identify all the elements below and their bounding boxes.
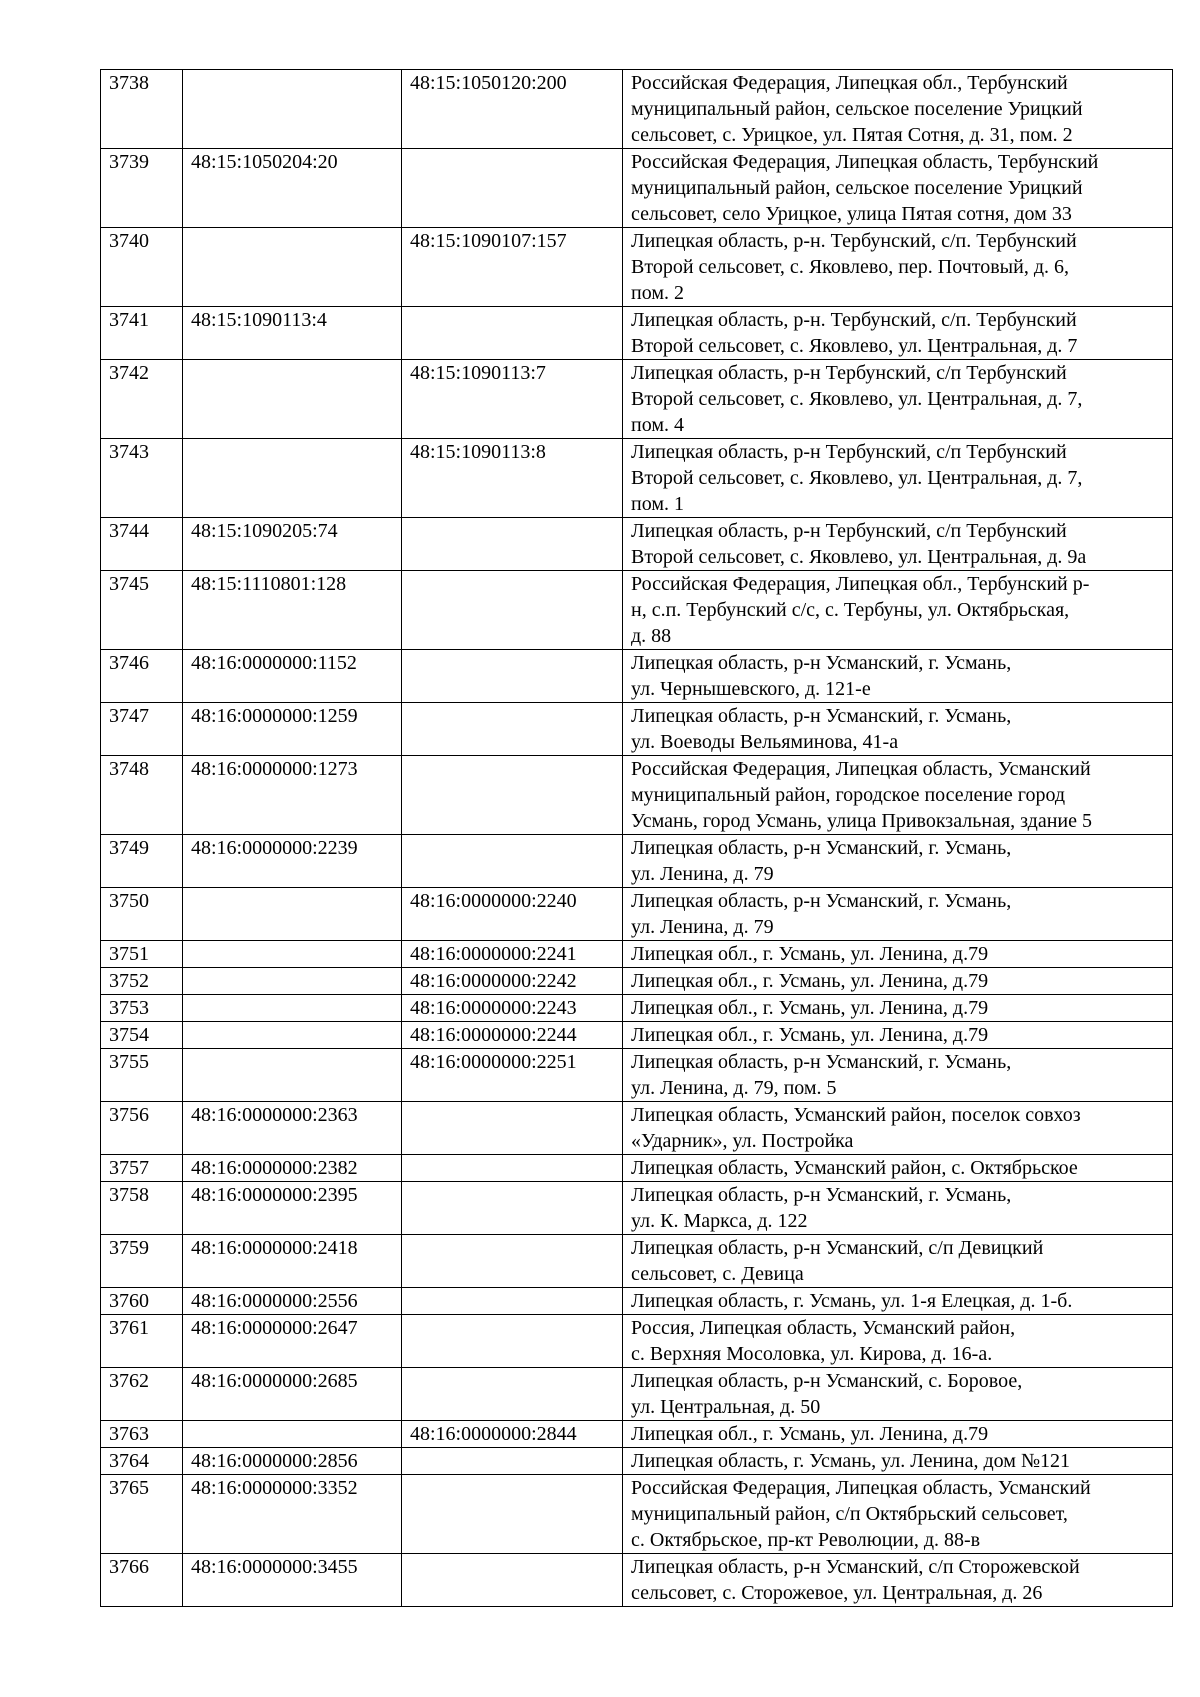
table-row xyxy=(101,1049,1173,1102)
address-line: муниципальный район, сельское поселение Урицкий xyxy=(631,177,1083,199)
row-number-cell: 3753 xyxy=(101,995,183,1022)
related-cadastral-number-cell xyxy=(402,1448,623,1475)
table-row xyxy=(101,1182,1173,1235)
table-row xyxy=(101,1102,1173,1155)
related-cadastral-number-cell xyxy=(402,518,623,571)
table-row xyxy=(101,835,1173,888)
address-line: Российская Федерация, Липецкая область, Тербунский xyxy=(631,151,1099,173)
row-number-cell: 3742 xyxy=(101,360,183,439)
address-line: ул. К. Маркса, д. 122 xyxy=(631,1210,808,1232)
table-row xyxy=(101,1022,1173,1049)
row-number-cell: 3752 xyxy=(101,968,183,995)
cadastral-number-cell: 48:15:1050204:20 xyxy=(183,149,402,228)
related-cadastral-number-cell xyxy=(402,1155,623,1182)
address-line: Российская Федерация, Липецкая обл., Тербунский xyxy=(631,72,1068,94)
address-cell xyxy=(623,1368,1173,1421)
cadastral-number-cell xyxy=(183,1421,402,1448)
address-cell xyxy=(623,70,1173,149)
address-line: Российская Федерация, Липецкая обл., Тербунский р- xyxy=(631,573,1090,595)
cadastral-number-cell xyxy=(183,968,402,995)
related-cadastral-number-cell: 48:16:0000000:2240 xyxy=(402,888,623,941)
address-cell xyxy=(623,995,1173,1022)
related-cadastral-number-cell: 48:16:0000000:2251 xyxy=(402,1049,623,1102)
address-line: Липецкая область, Усманский район, поселок совхоз xyxy=(631,1104,1081,1126)
row-number-cell: 3744 xyxy=(101,518,183,571)
address-cell xyxy=(623,149,1173,228)
related-cadastral-number-cell xyxy=(402,1315,623,1368)
address-line: Липецкая область, р-н Тербунский, с/п Тербунский xyxy=(631,520,1067,542)
address-line: Липецкая область, р-н Усманский, г. Усмань, xyxy=(631,837,1012,859)
address-line: ул. Чернышевского, д. 121-е xyxy=(631,678,871,700)
address-line: Липецкая обл., г. Усмань, ул. Ленина, д.79 xyxy=(631,943,989,965)
registry-table-body xyxy=(101,70,1173,1607)
row-number-cell: 3764 xyxy=(101,1448,183,1475)
cadastral-number-cell: 48:16:0000000:2418 xyxy=(183,1235,402,1288)
related-cadastral-number-cell xyxy=(402,835,623,888)
address-line: с. Верхняя Мосоловка, ул. Кирова, д. 16-а. xyxy=(631,1343,993,1365)
address-cell xyxy=(623,571,1173,650)
address-line: Липецкая область, р-н Усманский, с. Боровое, xyxy=(631,1370,1023,1392)
address-cell xyxy=(623,1235,1173,1288)
address-line: Усмань, город Усмань, улица Привокзальная, здание 5 xyxy=(631,810,1093,832)
address-cell xyxy=(623,1182,1173,1235)
address-cell xyxy=(623,228,1173,307)
address-cell xyxy=(623,703,1173,756)
address-line: Липецкая область, р-н Усманский, г. Усмань, xyxy=(631,705,1012,727)
address-line: Липецкая обл., г. Усмань, ул. Ленина, д.79 xyxy=(631,1423,989,1445)
row-number-cell: 3738 xyxy=(101,70,183,149)
address-line: ул. Ленина, д. 79, пом. 5 xyxy=(631,1077,837,1099)
row-number-cell: 3749 xyxy=(101,835,183,888)
related-cadastral-number-cell: 48:15:1050120:200 xyxy=(402,70,623,149)
table-row xyxy=(101,228,1173,307)
cadastral-number-cell: 48:16:0000000:3352 xyxy=(183,1475,402,1554)
address-cell xyxy=(623,650,1173,703)
address-line: муниципальный район, сельское поселение Урицкий xyxy=(631,98,1083,120)
related-cadastral-number-cell xyxy=(402,307,623,360)
address-line: Липецкая область, г. Усмань, ул. Ленина, дом №121 xyxy=(631,1450,1071,1472)
address-line: Второй сельсовет, с. Яковлево, ул. Центральная, д. 7, xyxy=(631,388,1083,410)
address-cell xyxy=(623,756,1173,835)
row-number-cell: 3739 xyxy=(101,149,183,228)
table-row xyxy=(101,70,1173,149)
address-cell xyxy=(623,1022,1173,1049)
address-cell xyxy=(623,307,1173,360)
address-line: Липецкая область, р-н Тербунский, с/п Тербунский xyxy=(631,441,1067,463)
table-row xyxy=(101,360,1173,439)
address-line: муниципальный район, городское поселение город xyxy=(631,784,1066,806)
row-number-cell: 3741 xyxy=(101,307,183,360)
table-row xyxy=(101,518,1173,571)
address-line: Липецкая обл., г. Усмань, ул. Ленина, д.79 xyxy=(631,997,989,1019)
address-cell xyxy=(623,1155,1173,1182)
address-line: ул. Ленина, д. 79 xyxy=(631,863,774,885)
row-number-cell: 3754 xyxy=(101,1022,183,1049)
address-line: с. Октябрьское, пр-кт Революции, д. 88-в xyxy=(631,1529,981,1551)
cadastral-number-cell: 48:16:0000000:2382 xyxy=(183,1155,402,1182)
cadastral-number-cell xyxy=(183,439,402,518)
table-row xyxy=(101,1288,1173,1315)
address-line: Липецкая область, р-н Усманский, с/п Сторожевской xyxy=(631,1556,1080,1578)
table-row xyxy=(101,888,1173,941)
row-number-cell: 3766 xyxy=(101,1554,183,1607)
row-number-cell: 3761 xyxy=(101,1315,183,1368)
address-line: Липецкая область, р-н Усманский, г. Усмань, xyxy=(631,890,1012,912)
address-line: ул. Воеводы Вельяминова, 41-а xyxy=(631,731,899,753)
address-line: муниципальный район, с/п Октябрьский сельсовет, xyxy=(631,1503,1068,1525)
address-cell xyxy=(623,1448,1173,1475)
address-line: Второй сельсовет, с. Яковлево, пер. Почтовый, д. 6, xyxy=(631,256,1069,278)
related-cadastral-number-cell xyxy=(402,149,623,228)
related-cadastral-number-cell xyxy=(402,1554,623,1607)
related-cadastral-number-cell: 48:15:1090113:8 xyxy=(402,439,623,518)
cadastral-number-cell xyxy=(183,70,402,149)
address-cell xyxy=(623,1049,1173,1102)
cadastral-number-cell: 48:16:0000000:3455 xyxy=(183,1554,402,1607)
related-cadastral-number-cell xyxy=(402,1288,623,1315)
row-number-cell: 3748 xyxy=(101,756,183,835)
table-row xyxy=(101,439,1173,518)
address-line: Липецкая область, р-н Усманский, с/п Девицкий xyxy=(631,1237,1044,1259)
related-cadastral-number-cell xyxy=(402,1182,623,1235)
cadastral-number-cell: 48:15:1090113:4 xyxy=(183,307,402,360)
address-cell xyxy=(623,968,1173,995)
related-cadastral-number-cell: 48:16:0000000:2242 xyxy=(402,968,623,995)
address-line: Российская Федерация, Липецкая область, Усманский xyxy=(631,1477,1091,1499)
row-number-cell: 3743 xyxy=(101,439,183,518)
cadastral-number-cell xyxy=(183,995,402,1022)
row-number-cell: 3758 xyxy=(101,1182,183,1235)
table-row xyxy=(101,1475,1173,1554)
row-number-cell: 3760 xyxy=(101,1288,183,1315)
table-row xyxy=(101,995,1173,1022)
row-number-cell: 3745 xyxy=(101,571,183,650)
related-cadastral-number-cell xyxy=(402,1102,623,1155)
table-row xyxy=(101,149,1173,228)
address-cell xyxy=(623,1554,1173,1607)
address-line: Липецкая область, р-н Усманский, г. Усмань, xyxy=(631,1184,1012,1206)
table-row xyxy=(101,756,1173,835)
row-number-cell: 3759 xyxy=(101,1235,183,1288)
related-cadastral-number-cell xyxy=(402,1235,623,1288)
address-cell xyxy=(623,518,1173,571)
related-cadastral-number-cell xyxy=(402,756,623,835)
cadastral-number-cell: 48:16:0000000:2395 xyxy=(183,1182,402,1235)
cadastral-number-cell xyxy=(183,228,402,307)
address-line: Российская Федерация, Липецкая область, Усманский xyxy=(631,758,1091,780)
address-cell xyxy=(623,1315,1173,1368)
row-number-cell: 3750 xyxy=(101,888,183,941)
cadastral-number-cell: 48:16:0000000:2856 xyxy=(183,1448,402,1475)
address-line: Второй сельсовет, с. Яковлево, ул. Центральная, д. 7, xyxy=(631,467,1083,489)
address-line: Липецкая область, р-н. Тербунский, с/п. Тербунский xyxy=(631,230,1077,252)
address-line: сельсовет, село Урицкое, улица Пятая сотня, дом 33 xyxy=(631,203,1072,225)
table-row xyxy=(101,1235,1173,1288)
address-cell xyxy=(623,1288,1173,1315)
row-number-cell: 3755 xyxy=(101,1049,183,1102)
table-row xyxy=(101,1155,1173,1182)
address-line: Липецкая область, р-н Тербунский, с/п Тербунский xyxy=(631,362,1067,384)
table-row xyxy=(101,307,1173,360)
address-line: ул. Ленина, д. 79 xyxy=(631,916,774,938)
cadastral-number-cell: 48:16:0000000:2685 xyxy=(183,1368,402,1421)
address-cell xyxy=(623,360,1173,439)
row-number-cell: 3751 xyxy=(101,941,183,968)
address-line: пом. 4 xyxy=(631,414,684,436)
cadastral-number-cell xyxy=(183,360,402,439)
address-line: пом. 2 xyxy=(631,282,684,304)
address-line: Второй сельсовет, с. Яковлево, ул. Центральная, д. 7 xyxy=(631,335,1078,357)
related-cadastral-number-cell: 48:16:0000000:2244 xyxy=(402,1022,623,1049)
table-row xyxy=(101,1448,1173,1475)
table-row xyxy=(101,1368,1173,1421)
cadastral-number-cell: 48:16:0000000:2363 xyxy=(183,1102,402,1155)
address-line: д. 88 xyxy=(631,625,672,647)
address-line: Липецкая область, р-н Усманский, г. Усмань, xyxy=(631,652,1012,674)
address-line: Липецкая область, г. Усмань, ул. 1-я Елецкая, д. 1-б. xyxy=(631,1290,1073,1312)
address-cell xyxy=(623,888,1173,941)
property-registry-table xyxy=(100,69,1173,1607)
cadastral-number-cell xyxy=(183,1049,402,1102)
address-line: Липецкая обл., г. Усмань, ул. Ленина, д.79 xyxy=(631,970,989,992)
row-number-cell: 3757 xyxy=(101,1155,183,1182)
address-line: сельсовет, с. Урицкое, ул. Пятая Сотня, д. 31, пом. 2 xyxy=(631,124,1073,146)
related-cadastral-number-cell: 48:15:1090113:7 xyxy=(402,360,623,439)
table-row xyxy=(101,1315,1173,1368)
table-row xyxy=(101,1554,1173,1607)
cadastral-number-cell: 48:16:0000000:1273 xyxy=(183,756,402,835)
address-line: Россия, Липецкая область, Усманский район, xyxy=(631,1317,1016,1339)
related-cadastral-number-cell: 48:15:1090107:157 xyxy=(402,228,623,307)
related-cadastral-number-cell xyxy=(402,1475,623,1554)
cadastral-number-cell: 48:16:0000000:1152 xyxy=(183,650,402,703)
address-line: Второй сельсовет, с. Яковлево, ул. Центральная, д. 9а xyxy=(631,546,1087,568)
row-number-cell: 3756 xyxy=(101,1102,183,1155)
row-number-cell: 3762 xyxy=(101,1368,183,1421)
related-cadastral-number-cell: 48:16:0000000:2243 xyxy=(402,995,623,1022)
row-number-cell: 3740 xyxy=(101,228,183,307)
related-cadastral-number-cell: 48:16:0000000:2844 xyxy=(402,1421,623,1448)
related-cadastral-number-cell xyxy=(402,650,623,703)
address-line: н, с.п. Тербунский с/с, с. Тербуны, ул. Октябрьская, xyxy=(631,599,1070,621)
table-row xyxy=(101,941,1173,968)
table-row xyxy=(101,571,1173,650)
address-line: пом. 1 xyxy=(631,493,684,515)
cadastral-number-cell: 48:16:0000000:1259 xyxy=(183,703,402,756)
address-cell xyxy=(623,1475,1173,1554)
table-row xyxy=(101,650,1173,703)
address-cell xyxy=(623,1421,1173,1448)
row-number-cell: 3763 xyxy=(101,1421,183,1448)
address-line: Липецкая область, р-н. Тербунский, с/п. Тербунский xyxy=(631,309,1077,331)
related-cadastral-number-cell xyxy=(402,571,623,650)
related-cadastral-number-cell: 48:16:0000000:2241 xyxy=(402,941,623,968)
address-cell xyxy=(623,835,1173,888)
row-number-cell: 3746 xyxy=(101,650,183,703)
cadastral-number-cell: 48:15:1110801:128 xyxy=(183,571,402,650)
cadastral-number-cell: 48:16:0000000:2239 xyxy=(183,835,402,888)
table-row xyxy=(101,1421,1173,1448)
related-cadastral-number-cell xyxy=(402,1368,623,1421)
cadastral-number-cell: 48:16:0000000:2556 xyxy=(183,1288,402,1315)
cadastral-number-cell: 48:16:0000000:2647 xyxy=(183,1315,402,1368)
cadastral-number-cell xyxy=(183,1022,402,1049)
cadastral-number-cell: 48:15:1090205:74 xyxy=(183,518,402,571)
address-line: сельсовет, с. Девица xyxy=(631,1263,804,1285)
address-cell xyxy=(623,439,1173,518)
table-row xyxy=(101,968,1173,995)
address-cell xyxy=(623,941,1173,968)
address-line: Липецкая область, р-н Усманский, г. Усмань, xyxy=(631,1051,1012,1073)
table-row xyxy=(101,703,1173,756)
address-line: Липецкая область, Усманский район, с. Октябрьское xyxy=(631,1157,1078,1179)
address-line: «Ударник», ул. Постройка xyxy=(631,1130,854,1152)
cadastral-number-cell xyxy=(183,941,402,968)
row-number-cell: 3765 xyxy=(101,1475,183,1554)
address-line: ул. Центральная, д. 50 xyxy=(631,1396,821,1418)
address-line: Липецкая обл., г. Усмань, ул. Ленина, д.79 xyxy=(631,1024,989,1046)
row-number-cell: 3747 xyxy=(101,703,183,756)
related-cadastral-number-cell xyxy=(402,703,623,756)
cadastral-number-cell xyxy=(183,888,402,941)
address-line: сельсовет, с. Сторожевое, ул. Центральная, д. 26 xyxy=(631,1582,1043,1604)
address-cell xyxy=(623,1102,1173,1155)
